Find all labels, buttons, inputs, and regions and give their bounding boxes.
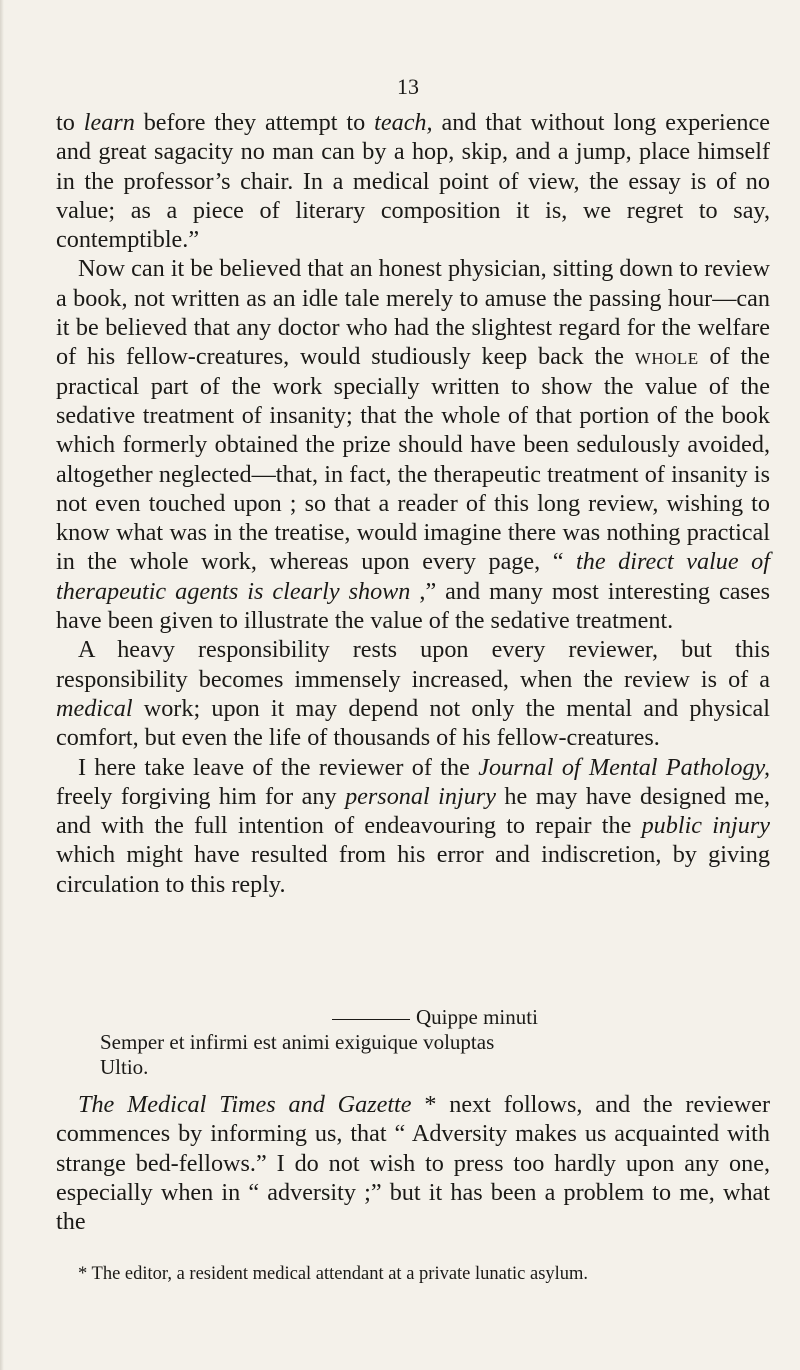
paragraph-5 [56, 1090, 770, 1236]
text-run: work; upon it may depend not only the mental and physical comfort, but even the life of thousands of his fellow-creatures. [56, 694, 770, 752]
text-run: ,” and many most interesting cases have been given to illustrate the value of the sedative treatment. [56, 577, 770, 635]
italic-text: The Medical Times and Gazette [78, 1091, 412, 1118]
text-run: before they attempt to [134, 109, 375, 136]
italic-text: teach, [374, 109, 433, 136]
text-run: he may have designed me, and with the full intention of endeavouring to repair the [56, 782, 770, 840]
text-run: of the practical part of the work specially written to show the value of the sedative treatment of insanity; that the whole of that portion of the book which formerly obtained the prize should have been sedulously avoided, altogether neglected—that, in fact, the therapeutic treatment of insanity is not even touched upon ; so that a reader of this long review, wishing to know what was in the treatise, would imagine there was nothing practical in the whole work, whereas upon every page, “ [56, 343, 771, 576]
quote-line-2: Semper et infirmi est animi exiguique voluptas [100, 1030, 495, 1054]
latin-quotation [100, 1005, 660, 1080]
text-run: and that without long experience and great sagacity no man can by a hop, skip, and a jump, place himself in the professor’s chair. In a medical point of view, the essay is of no value; as a piece of literary composition it is, we regret to say, contemptible.” [56, 109, 770, 254]
text-run: freely forgiving him for any [56, 782, 346, 810]
footnote-text: * The editor, a resident medical attendant at a private lunatic asylum. [78, 1264, 589, 1284]
text-run: next follows, and the reviewer commences by informing us, that “ Adversity makes us acquainted with strange bed-fellows.” I do not wish to press too hardly upon any one, especially when in “ adversity ;” but it has been a problem to me, what the [56, 1091, 771, 1236]
quote-line-3: Ultio. [100, 1055, 149, 1079]
text-run: I here take leave of the reviewer of the [78, 753, 479, 781]
footnote-marker: * [411, 1091, 437, 1118]
text-run: which might have resulted from his error and indiscretion, by giving circulation to this reply. [56, 841, 770, 898]
text-run: to [56, 109, 84, 136]
page-edge [0, 0, 4, 1370]
footnote [56, 1262, 770, 1286]
paragraph-4 [56, 753, 770, 899]
italic-text: medical [56, 694, 133, 722]
page-number: 13 [397, 74, 419, 99]
italic-text: learn [83, 109, 135, 136]
paragraph-2 [56, 254, 770, 635]
quote-line-1 [100, 1005, 660, 1030]
main-text [56, 108, 770, 899]
quote-dash [332, 1019, 410, 1020]
text-run: A heavy responsibility rests upon every reviewer, but this responsibility becomes immensely increased, when the review is of a [56, 636, 770, 693]
small-caps-text: whole [634, 343, 699, 371]
italic-text: public injury [641, 812, 770, 840]
italic-text: the direct value of therapeutic agents is clearly shown [56, 548, 770, 605]
text-run: Now can it be believed that an honest physician, sitting down to review a book, not written as an idle tale merely to amuse the passing hour—can it be believed that any doctor who had the slightest regard for the welfare of his fellow-creatures, would studiously keep back the [56, 255, 770, 371]
italic-text: personal injury [345, 782, 496, 810]
paragraph-1 [56, 108, 770, 254]
paragraph-3 [56, 635, 770, 752]
quote-text: Quippe minuti [416, 1005, 538, 1029]
italic-text: Journal of Mental Pathology, [478, 753, 770, 781]
main-text-continued [56, 1090, 770, 1236]
